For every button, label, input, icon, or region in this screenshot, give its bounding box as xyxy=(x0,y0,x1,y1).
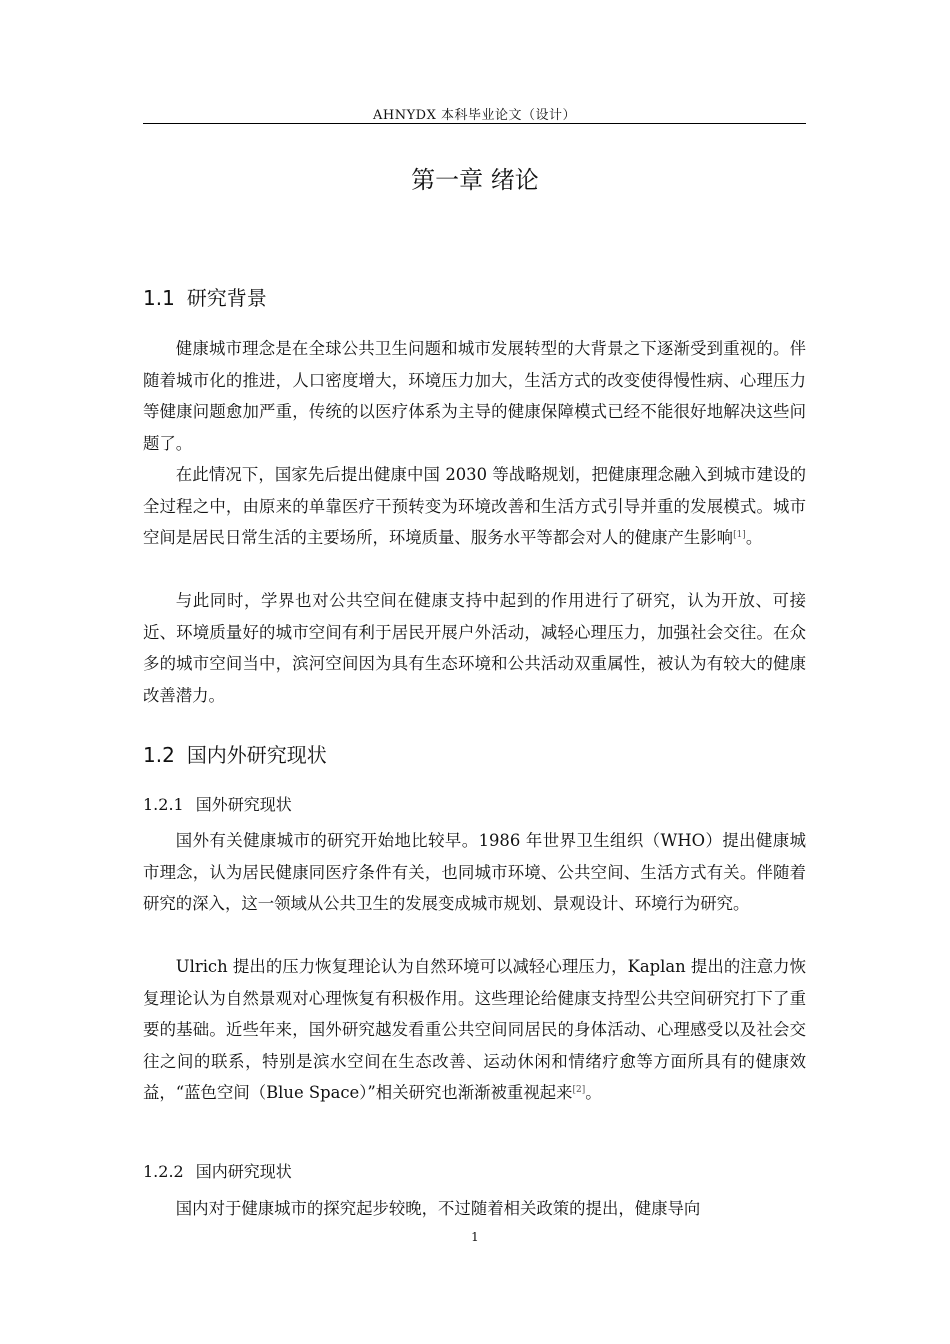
paragraph-end: 。 xyxy=(585,1083,602,1102)
subsection-heading-1-2-2 xyxy=(143,1159,292,1182)
paragraph-abroad-2 xyxy=(143,951,806,1109)
paragraph-background-3: 与此同时，学界也对公共空间在健康支持中起到的作用进行了研究，认为开放、可接近、环境质量好的城市空间有利于居民开展户外活动，减轻心理压力，加强社会交往。在众多的城市空间当中，滨河空间因为具有生态环境和公共活动双重属性，被认为有较大的健康改善潜力。 xyxy=(143,591,806,705)
page-number: 1 xyxy=(471,1230,479,1244)
chapter-title: 第一章 绪论 xyxy=(411,166,539,194)
paragraph-end: 。 xyxy=(745,528,763,547)
paragraph-text: 在此情况下，国家先后提出健康中国 2030 等战略规划，把健康理念融入到城市建设的全过程之中，由原来的单靠医疗干预转变为环境改善和生活方式引导并重的发展模式。城市空间是居民日常生活的主要场所，环境质量、服务水平等都会对人的健康产生影响 xyxy=(143,465,806,547)
section-number: 1.2 xyxy=(143,743,175,767)
citation-ref[interactable]: [1] xyxy=(733,530,746,540)
section-heading-1-1 xyxy=(143,282,267,311)
section-heading-1-2 xyxy=(143,739,327,768)
section-title: 国内外研究现状 xyxy=(186,743,327,767)
paragraph-text: Ulrich 提出的压力恢复理论认为自然环境可以减轻心理压力，Kaplan 提出的注意力恢复理论认为自然景观对心理恢复有积极作用。这些理论给健康支持型公共空间研究打下了重要的基础。近些年来，国外研究越发看重公共空间同居民的身体活动、心理感受以及社会交往之间的联系，特别是滨水空间在生态改善、运动休闲和情绪疗愈等方面所具有的健康效益，“蓝色空间（Blue Space）”相关研究也渐渐被重视起来 xyxy=(143,957,806,1102)
subsection-number: 1.2.1 xyxy=(143,795,184,814)
header-rule xyxy=(143,123,806,124)
paragraph-background-2 xyxy=(143,459,806,554)
subsection-heading-1-2-1 xyxy=(143,792,292,815)
section-number: 1.1 xyxy=(143,286,175,310)
running-header: AHNYDX 本科毕业论文（设计） xyxy=(373,108,576,123)
section-title: 研究背景 xyxy=(186,286,267,310)
subsection-title: 国外研究现状 xyxy=(195,795,292,814)
citation-ref[interactable]: [2] xyxy=(572,1085,586,1095)
paragraph-abroad-1: 国外有关健康城市的研究开始地比较早。1986 年世界卫生组织（WHO）提出健康城市理念，认为居民健康同医疗条件有关，也同城市环境、公共空间、生活方式有关。伴随着研究的深入，这一领域从公共卫生的发展变成城市规划、景观设计、环境行为研究。 xyxy=(143,831,806,913)
subsection-title: 国内研究现状 xyxy=(195,1162,292,1181)
paragraph-domestic-1: 国内对于健康城市的探究起步较晚，不过随着相关政策的提出，健康导向 xyxy=(175,1199,701,1218)
subsection-number: 1.2.2 xyxy=(143,1162,184,1181)
paragraph-background-1: 健康城市理念是在全球公共卫生问题和城市发展转型的大背景之下逐渐受到重视的。伴随着城市化的推进，人口密度增大，环境压力加大，生活方式的改变使得慢性病、心理压力等健康问题愈加严重，传统的以医疗体系为主导的健康保障模式已经不能很好地解决这些问题了。 xyxy=(143,339,806,453)
